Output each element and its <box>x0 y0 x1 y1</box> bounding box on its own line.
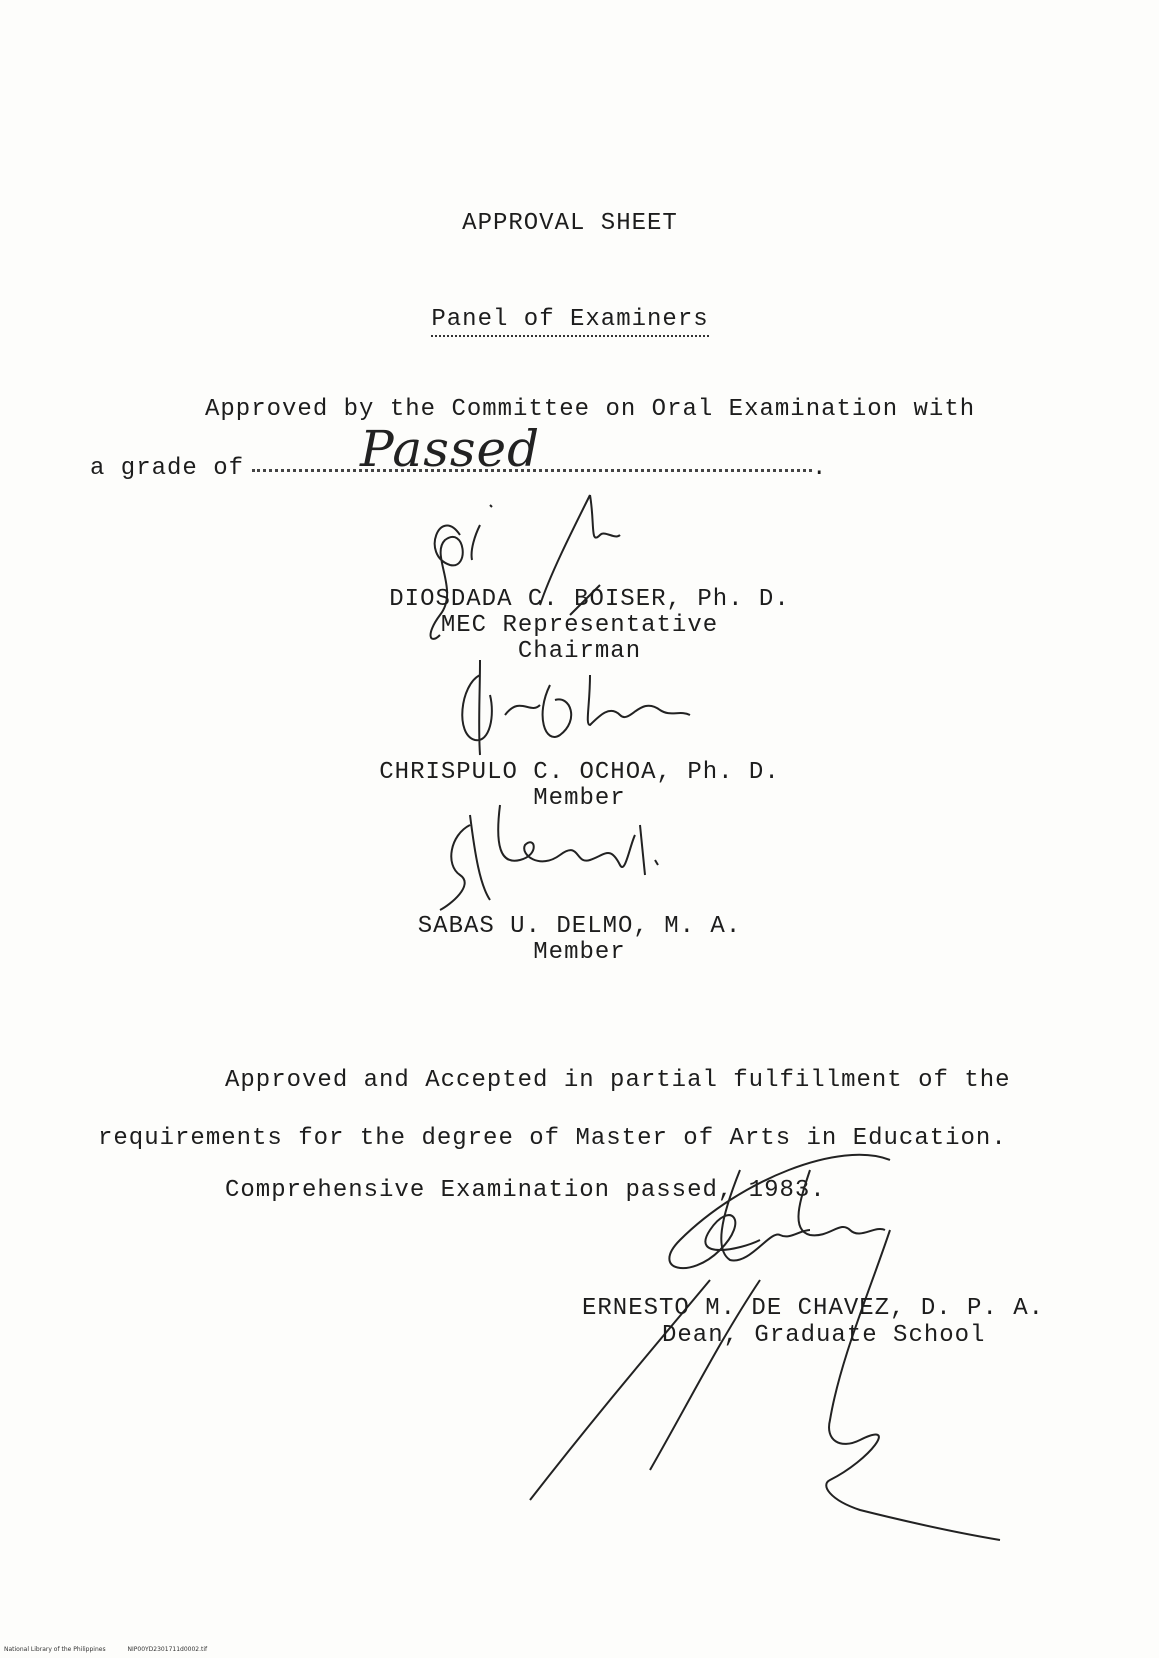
acceptance-line-3: Comprehensive Examination passed, 1983. <box>225 1177 826 1204</box>
footer-filename: NIP00YD2301711d0002.tif <box>127 1646 208 1653</box>
acceptance-line-1: Approved and Accepted in partial fulfillment of the <box>225 1067 1011 1094</box>
panel-heading-text: Panel of Examiners <box>431 306 708 337</box>
grade-label: a grade of <box>90 455 245 482</box>
scan-footer <box>4 1646 207 1653</box>
dean-signature-block <box>582 1295 1044 1349</box>
examiner-name: CHRISPULO C. OCHOA, Ph. D. <box>379 759 780 786</box>
panel-heading <box>0 306 1140 333</box>
examiner-role: Member <box>533 939 626 966</box>
examiner-boiser <box>0 587 1159 665</box>
examiner-role: MEC Representative <box>440 612 719 639</box>
signature-ochoa <box>450 655 710 765</box>
dean-name: ERNESTO M. DE CHAVEZ, D. P. A. <box>582 1295 1045 1322</box>
intro-line: Approved by the Committee on Oral Examination with <box>205 396 976 423</box>
signature-delmo <box>430 805 690 925</box>
page-title: APPROVAL SHEET <box>462 210 678 237</box>
examiner-role: Member <box>533 785 626 812</box>
dean-title: Dean, Graduate School <box>662 1322 986 1349</box>
footer-source: National Library of the Philippines <box>4 1646 106 1653</box>
grade-value-handwritten: Passed <box>360 420 541 478</box>
examiner-delmo <box>0 914 1159 966</box>
acceptance-line-2: requirements for the degree of Master of Arts in Education. <box>98 1125 1007 1152</box>
examiner-role: Chairman <box>517 638 642 665</box>
examiner-name: DIOSDADA C. BOISER, Ph. D. <box>389 586 790 613</box>
examiner-name: SABAS U. DELMO, M. A. <box>417 913 742 940</box>
grade-period: . <box>812 455 828 482</box>
